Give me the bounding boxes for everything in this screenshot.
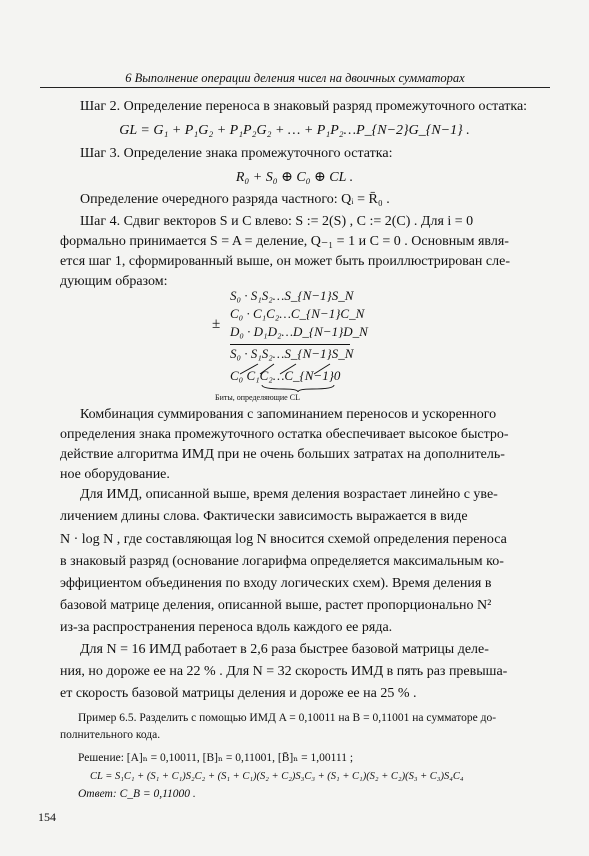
header-rule: [40, 87, 550, 88]
step4-line-1: Шаг 4. Сдвиг векторов S и C влево: S := 2(S) , C := 2(C) . Для i = 0: [80, 214, 474, 229]
diagram-note: Биты, определяющие CL: [215, 393, 300, 402]
diagram-row-carry: C₀ C₁C₂…C_{N−1}0: [230, 368, 341, 383]
running-header: 6 Выполнение операции деления чисел на двоичных сумматорах: [125, 71, 465, 85]
solution-line-1: Решение: [A]ₙ = 0,10011, [B]ₙ = 0,11001, [B̄]ₙ = 1,00111 ;: [78, 752, 354, 764]
para2-line-2: личением длины слова. Фактически зависимость выражается в виде: [60, 509, 468, 524]
para1-line-3: действие алгоритма ИМД при не очень больших затратах на дополнитель-: [60, 447, 505, 462]
para2-line-6: базовой матрице деления, описанной выше, растет пропорционально N²: [60, 598, 492, 613]
answer-line: Ответ: C_B = 0,11000 .: [78, 788, 196, 800]
para2-line-7: из-за распространения переноса вдоль каждого ее ряда.: [60, 620, 393, 635]
step4-line-2: формально принимается S = A = деление, Q₋₁ = 1 и C = 0 . Основным явля-: [60, 234, 509, 249]
para2-line-1: Для ИМД, описанной выше, время деления возрастает линейно с уве-: [80, 487, 498, 502]
solution-line-2: CL = S₁C₁ + (S₁ + C₁)S₂C₂ + (S₁ + C₁)(S₂ + C₂)S₃C₃ + (S₁ + C₁)(S₂ + C₂)(S₃ + C₃)S₄C₄: [90, 771, 464, 782]
step4-line-3: ется шаг 1, сформированный выше, он может быть проиллюстрирован сле-: [60, 254, 510, 269]
diagram-row-d: D₀ · D₁D₂…D_{N−1}D_N: [230, 324, 368, 339]
diagram-row-s: S₀ · S₁S₂…S_{N−1}S_N: [230, 288, 354, 303]
para2-line-3: N · log N , где составляющая log N вносится схемой определения переноса: [60, 532, 507, 547]
brace-right: [298, 385, 334, 392]
page-number: 154: [38, 810, 56, 824]
para2-line-4: в знаковый разряд (основание логарифма определяется максимальным ко-: [60, 554, 504, 569]
para2-line-5: эффициентом объединения по входу логических схем). Время деления в: [60, 576, 492, 591]
step4-line-4: дующим образом:: [60, 274, 168, 289]
diagram-row-sum: S₀ · S₁S₂…S_{N−1}S_N: [230, 346, 354, 361]
step2-text: Шаг 2. Определение переноса в знаковый разряд промежуточного остатка:: [80, 99, 528, 114]
step3-text: Шаг 3. Определение знака промежуточного остатка:: [80, 146, 393, 161]
para3-line-2: ния, но дороже ее на 22 % . Для N = 32 скорость ИМД в пять раз превыша-: [60, 664, 508, 679]
equation-r0: R₀ + S₀ ⊕ C₀ ⊕ CL .: [235, 170, 354, 185]
equation-gl: GL = G₁ + P₁G₂ + P₁P₂G₂ + … + P₁P₂…P_{N−2}G_{N−1} .: [119, 123, 470, 138]
para3-line-3: ет скорость базовой матрицы деления и дороже ее на 25 % .: [60, 686, 417, 701]
para1-line-4: ное оборудование.: [60, 467, 170, 482]
para1-line-1: Комбинация суммирования с запоминанием переносов и ускоренного: [80, 407, 497, 422]
diagram-row-c: C₀ · C₁C₂…C_{N−1}C_N: [230, 306, 365, 321]
example-line-1: Пример 6.5. Разделить с помощью ИМД A = 0,10011 на B = 0,11001 на сумматоре до-: [78, 712, 497, 724]
quotient-text: Определение очередного разряда частного: Qᵢ = R̄₀ .: [80, 192, 390, 207]
para1-line-2: определения знака промежуточного остатка обеспечивает высокое быстро-: [60, 427, 509, 442]
carry-save-diagram: [210, 282, 400, 392]
plus-minus-sign: ±: [212, 316, 221, 332]
brace-left: [262, 385, 298, 392]
para3-line-1: Для N = 16 ИМД работает в 2,6 раза быстрее базовой матрицы деле-: [80, 642, 489, 657]
example-line-2: полнительного кода.: [60, 729, 161, 741]
